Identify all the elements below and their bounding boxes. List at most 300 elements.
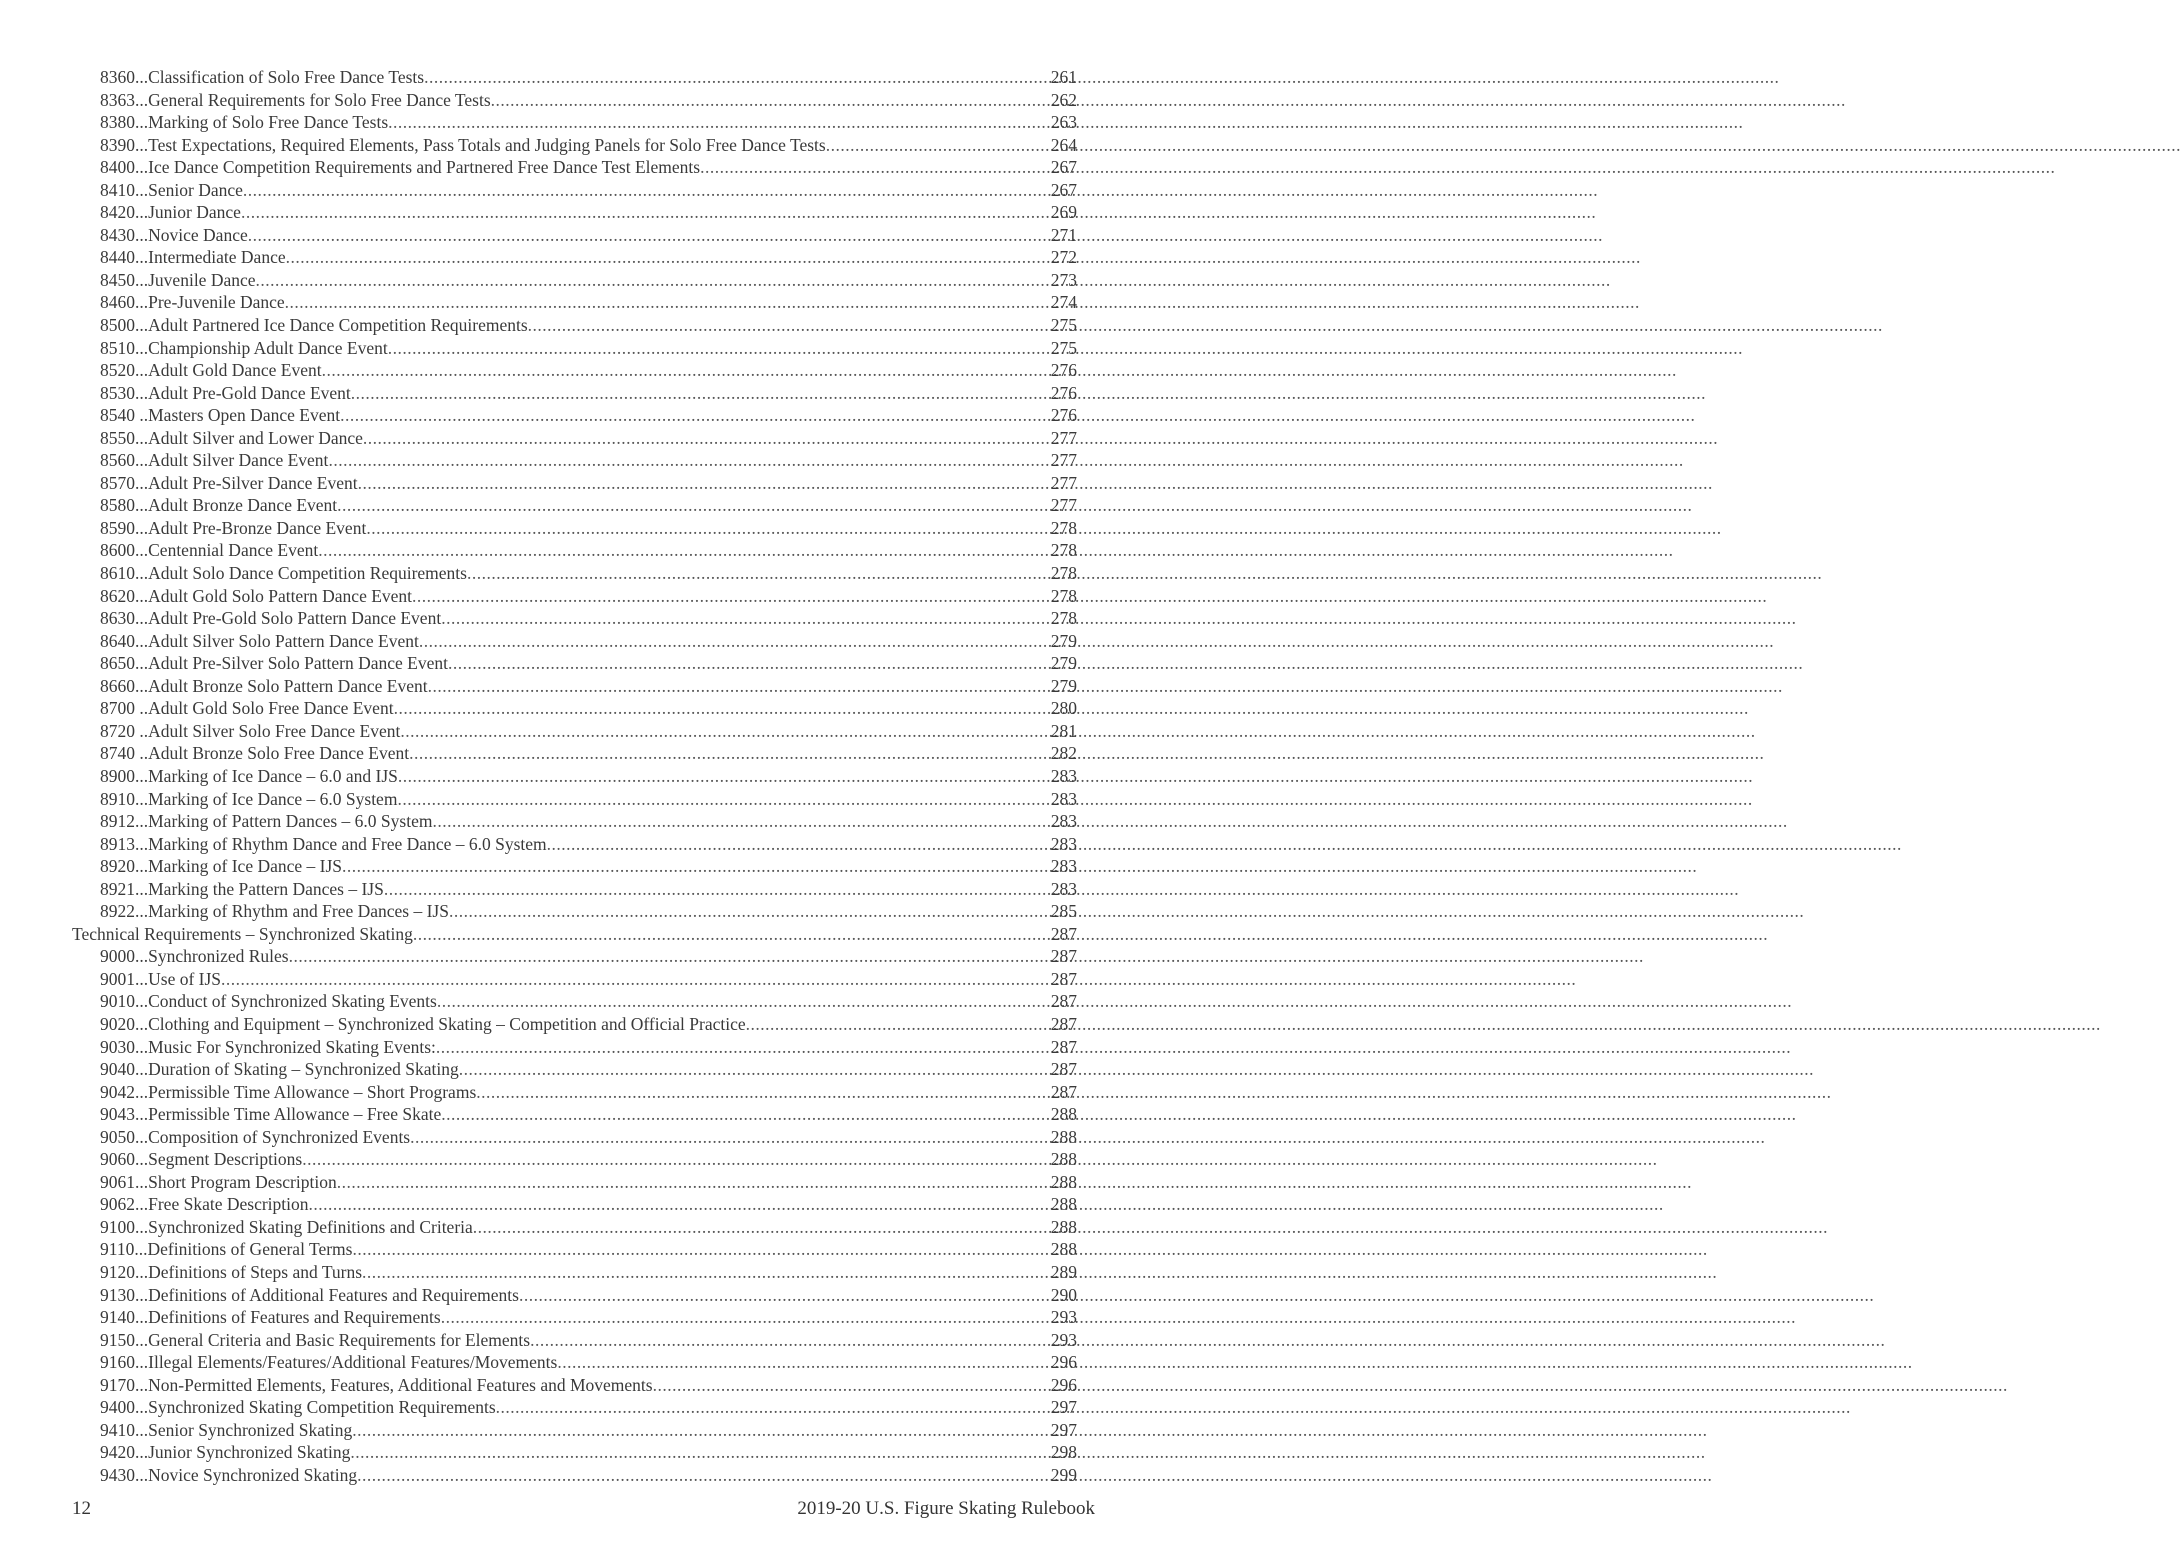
toc-entry-title: Centennial Dance Event — [148, 540, 319, 561]
toc-entry-title: Music For Synchronized Skating Events: — [148, 1036, 436, 1057]
toc-entry-title: Adult Partnered Ice Dance Competition Requirements — [148, 315, 528, 336]
toc-entry-number: 8550... — [100, 427, 149, 448]
toc-entry-number: 8720 .. — [100, 720, 149, 741]
toc-entry-page: 272 — [1050, 247, 1077, 268]
dot-leader — [557, 1351, 1050, 1374]
toc-entry-title: Definitions of Features and Requirements — [148, 1307, 441, 1328]
toc-entry-page: 278 — [1050, 585, 1077, 606]
toc-entry-page: 275 — [1050, 315, 1077, 336]
toc-entry-title: Illegal Elements/Features/Additional Features/Movements — [148, 1352, 558, 1373]
toc-entry-number: 8640... — [100, 630, 149, 651]
toc-entry[interactable] — [72, 156, 1077, 179]
toc-entry-title: Definitions of General Terms — [147, 1239, 353, 1260]
toc-entry-page: 262 — [1050, 89, 1077, 110]
toc-entry-number: 9100... — [100, 1216, 149, 1237]
toc-entry-number: 8660... — [100, 675, 149, 696]
toc-entry-title: Championship Adult Dance Event — [148, 337, 388, 358]
toc-entry[interactable] — [72, 314, 1077, 337]
dot-leader — [448, 652, 1051, 675]
toc-entry-number: 8650... — [100, 653, 149, 674]
toc-entry-number: 9010... — [100, 991, 149, 1012]
toc-entry[interactable] — [72, 1374, 1077, 1397]
toc-entry[interactable] — [72, 742, 1077, 765]
toc-entry-page: 283 — [1050, 833, 1077, 854]
toc-entry-title: Masters Open Dance Event — [148, 405, 341, 426]
dot-leader — [309, 1193, 1051, 1216]
toc-entry-page: 278 — [1050, 517, 1077, 538]
toc-entry[interactable] — [72, 697, 1077, 720]
toc-entry[interactable] — [72, 517, 1077, 540]
toc-entry-page: 273 — [1050, 269, 1077, 290]
toc-entry-title: Marking of Solo Free Dance Tests — [148, 112, 389, 133]
toc-entry-number: 8500... — [100, 315, 149, 336]
toc-entry-number: 8900... — [100, 765, 149, 786]
toc-entry-title: Adult Gold Dance Event — [148, 360, 322, 381]
toc-entry-title: Intermediate Dance — [148, 247, 286, 268]
toc-entry[interactable] — [72, 201, 1077, 224]
toc-entry[interactable] — [72, 382, 1077, 405]
toc-entry[interactable] — [72, 788, 1077, 811]
dot-leader — [519, 1284, 1051, 1307]
toc-entry[interactable] — [72, 1058, 1077, 1081]
dot-leader — [491, 89, 1051, 112]
toc-entry[interactable] — [72, 1396, 1077, 1419]
toc-entry-page: 275 — [1050, 337, 1077, 358]
toc-entry[interactable] — [72, 427, 1077, 450]
toc-entry-page: 274 — [1050, 292, 1077, 313]
toc-entry-page: 288 — [1050, 1194, 1077, 1215]
toc-entry[interactable] — [72, 134, 1077, 157]
toc-entry-title: Classification of Solo Free Dance Tests — [148, 67, 425, 87]
dot-leader — [328, 449, 1050, 472]
toc-entry-number: 9130... — [100, 1284, 149, 1305]
toc-entry-page: 278 — [1050, 540, 1077, 561]
dot-leader — [322, 359, 1051, 382]
toc-entry[interactable] — [72, 1306, 1077, 1329]
toc-entry-page: 293 — [1050, 1329, 1077, 1350]
dot-leader — [530, 1329, 1051, 1352]
toc-entry-page: 293 — [1050, 1307, 1077, 1328]
dot-leader — [285, 291, 1051, 314]
toc-entry-page: 279 — [1050, 630, 1077, 651]
toc-entry-page: 296 — [1050, 1352, 1077, 1373]
toc-entry-title: Marking of Pattern Dances – 6.0 System — [148, 811, 433, 832]
toc-entry-number: 8460... — [100, 292, 149, 313]
toc-entry[interactable] — [72, 675, 1077, 698]
footer-book-title: 2019-20 U.S. Figure Skating Rulebook — [797, 1498, 1095, 1519]
dot-leader — [410, 1126, 1051, 1149]
toc-entry-title: Synchronized Skating Competition Requirements — [148, 1397, 496, 1418]
toc-entry-number: 9000... — [100, 946, 149, 967]
toc-entry[interactable] — [72, 1284, 1077, 1307]
dot-leader — [384, 878, 1051, 901]
toc-entry[interactable] — [72, 652, 1077, 675]
toc-entry[interactable] — [72, 179, 1077, 202]
toc-entry[interactable] — [72, 765, 1077, 788]
toc-entry-number: 8560... — [100, 450, 149, 471]
toc-entry-number: 9043... — [100, 1104, 149, 1125]
toc-entry-page: 282 — [1050, 743, 1077, 764]
dot-leader — [700, 156, 1051, 179]
toc-entry-page: 277 — [1050, 450, 1077, 471]
toc-entry[interactable] — [72, 720, 1077, 743]
toc-entry-title: Ice Dance Competition Requirements and Partnered Free Dance Test Elements — [148, 157, 701, 178]
toc-entry[interactable] — [72, 1261, 1077, 1284]
toc-entry-title: Permissible Time Allowance – Short Programs — [148, 1081, 477, 1102]
toc-entry-page: 299 — [1050, 1464, 1077, 1485]
dot-leader — [302, 1148, 1051, 1171]
dot-leader — [547, 833, 1051, 856]
toc-entry-page: 297 — [1050, 1419, 1077, 1440]
toc-entry-title: General Criteria and Basic Requirements for Elements — [148, 1329, 531, 1350]
dot-leader — [746, 1013, 1051, 1036]
toc-entry-number: 9020... — [100, 1013, 149, 1034]
toc-entry-page: 279 — [1050, 653, 1077, 674]
dot-leader — [337, 1171, 1051, 1194]
toc-entry[interactable] — [72, 990, 1077, 1013]
toc-entry-title: Definitions of Steps and Turns — [148, 1261, 363, 1282]
toc-entry[interactable] — [72, 494, 1077, 517]
toc-entry[interactable] — [72, 291, 1077, 314]
toc-entry[interactable] — [72, 1216, 1077, 1239]
dot-leader — [363, 427, 1051, 450]
dot-leader — [436, 1036, 1051, 1059]
dot-leader — [496, 1396, 1051, 1419]
toc-entry-page: 287 — [1050, 946, 1077, 967]
dot-leader — [400, 720, 1050, 743]
toc-entry-page: 287 — [1050, 1036, 1077, 1057]
toc-entry[interactable] — [72, 1193, 1077, 1216]
toc-entry-number: 9062... — [100, 1194, 149, 1215]
dot-leader — [221, 968, 1051, 991]
toc-entry-page: 269 — [1050, 202, 1077, 223]
toc-entry-number: 8590... — [100, 517, 149, 538]
toc-entry-title: Pre-Juvenile Dance — [148, 292, 285, 313]
toc-entry-number: 8910... — [100, 788, 149, 809]
toc-entry-number: 9160... — [100, 1352, 149, 1373]
toc-entry-number: 8912... — [100, 811, 149, 832]
toc-entry[interactable] — [72, 1419, 1077, 1442]
dot-leader — [653, 1374, 1051, 1397]
dot-leader — [424, 66, 1051, 89]
toc-entry-page: 264 — [1050, 134, 1077, 155]
toc-entry[interactable] — [72, 855, 1077, 878]
toc-entry[interactable] — [72, 562, 1077, 585]
toc-entry-page: 263 — [1050, 112, 1077, 133]
toc-entry-title: Adult Gold Solo Free Dance Event — [148, 698, 394, 719]
dot-leader — [432, 810, 1050, 833]
dot-leader — [397, 788, 1050, 811]
toc-entry-number: 9040... — [100, 1059, 149, 1080]
dot-leader — [419, 630, 1051, 653]
toc-entry[interactable] — [72, 359, 1077, 382]
toc-entry-title: Senior Dance — [148, 179, 243, 200]
toc-entry-title: Marking of Ice Dance – 6.0 System — [148, 788, 398, 809]
toc-entry-page: 287 — [1050, 923, 1077, 944]
toc-entry-page: 288 — [1050, 1126, 1077, 1147]
toc-entry-number: 9030... — [100, 1036, 149, 1057]
toc-entry-number: 8620... — [100, 585, 149, 606]
toc-entry-page: 267 — [1050, 179, 1077, 200]
dot-leader — [286, 246, 1051, 269]
toc-entry-page: 279 — [1050, 675, 1077, 696]
toc-entry[interactable] — [72, 246, 1077, 269]
toc-entry-number: 8450... — [100, 269, 149, 290]
toc-entry-page: 288 — [1050, 1149, 1077, 1170]
toc-entry-number: 8520... — [100, 360, 149, 381]
toc-entry-title: Novice Dance — [148, 224, 248, 245]
toc-entry-title: Novice Synchronized Skating — [148, 1464, 358, 1485]
dot-leader — [428, 675, 1051, 698]
dot-leader — [413, 923, 1051, 946]
dot-leader — [459, 1058, 1051, 1081]
toc-entry[interactable] — [72, 1126, 1077, 1149]
toc-entry-title: Senior Synchronized Skating — [148, 1419, 353, 1440]
toc-entry[interactable] — [72, 1238, 1077, 1261]
toc-entry[interactable] — [72, 404, 1077, 427]
toc-entry-page: 283 — [1050, 856, 1077, 877]
toc-entry-title: Clothing and Equipment – Synchronized Skating – Competition and Official Practice — [148, 1013, 746, 1034]
toc-entry-number: 8630... — [100, 608, 149, 629]
toc-entry-number: 9430... — [100, 1464, 149, 1485]
toc-entry-page: 283 — [1050, 811, 1077, 832]
dot-leader — [467, 562, 1051, 585]
dot-leader — [437, 990, 1051, 1013]
toc-entry-title: Adult Solo Dance Competition Requirements — [148, 563, 467, 584]
dot-leader — [352, 1238, 1050, 1261]
toc-entry-number: 9120... — [100, 1261, 149, 1282]
toc-entry[interactable] — [72, 1329, 1077, 1352]
dot-leader — [528, 314, 1051, 337]
toc-entry-page: 276 — [1050, 405, 1077, 426]
toc-entry-title: Definitions of Additional Features and Requirements — [148, 1284, 519, 1305]
toc-entry-number: 8610... — [100, 563, 149, 584]
toc-entry-title: Composition of Synchronized Events — [148, 1126, 411, 1147]
toc-entry-number: 8530... — [100, 382, 149, 403]
toc-entry[interactable] — [72, 1013, 1077, 1036]
toc-entry[interactable] — [72, 1464, 1077, 1487]
page-footer — [72, 1498, 1095, 1520]
dot-leader — [388, 111, 1051, 134]
toc-entry-number: 8921... — [100, 878, 149, 899]
toc-entry-page: 277 — [1050, 472, 1077, 493]
dot-leader — [318, 539, 1051, 562]
toc-entry[interactable] — [72, 1351, 1077, 1374]
toc-entry[interactable] — [72, 269, 1077, 292]
toc-entry-title: Marking the Pattern Dances – IJS — [148, 878, 384, 899]
dot-leader — [449, 900, 1051, 923]
toc-entry-number: 8430... — [100, 224, 149, 245]
toc-entry[interactable] — [72, 1148, 1077, 1171]
toc-entry[interactable] — [72, 968, 1077, 991]
toc-entry[interactable] — [72, 607, 1077, 630]
toc-entry[interactable] — [72, 585, 1077, 608]
toc-entry-number: 9400... — [100, 1397, 149, 1418]
dot-leader — [394, 697, 1051, 720]
toc-entry-number: 9042... — [100, 1081, 149, 1102]
dot-leader — [342, 855, 1051, 878]
table-of-contents — [72, 66, 1077, 1486]
toc-entry-title: Adult Bronze Dance Event — [148, 495, 338, 516]
toc-entry[interactable] — [72, 449, 1077, 472]
toc-entry-title: Adult Silver Dance Event — [148, 450, 329, 471]
dot-leader — [388, 337, 1051, 360]
toc-entry-number: 8740 .. — [100, 743, 149, 764]
toc-entry-title: Test Expectations, Required Elements, Pass Totals and Judging Panels for Solo Free Dance Tests — [148, 134, 826, 155]
toc-entry-page: 276 — [1050, 382, 1077, 403]
toc-entry-title: Adult Pre-Gold Dance Event — [148, 382, 351, 403]
toc-entry-page: 288 — [1050, 1239, 1077, 1260]
toc-entry-title: General Requirements for Solo Free Dance Tests — [148, 89, 491, 110]
toc-entry[interactable] — [72, 111, 1077, 134]
toc-entry[interactable] — [72, 1441, 1077, 1464]
toc-entry-number: 8920... — [100, 856, 149, 877]
toc-entry-title: Adult Pre-Gold Solo Pattern Dance Event — [148, 608, 442, 629]
dot-leader — [476, 1081, 1051, 1104]
toc-entry-page: 297 — [1050, 1397, 1077, 1418]
toc-entry-title: Adult Gold Solo Pattern Dance Event — [148, 585, 413, 606]
toc-entry[interactable] — [72, 472, 1077, 495]
toc-entry-number: 8410... — [100, 179, 149, 200]
toc-entry[interactable] — [72, 1036, 1077, 1059]
dot-leader — [441, 1103, 1051, 1126]
toc-entry-page: 296 — [1050, 1374, 1077, 1395]
toc-entry-page: 271 — [1050, 224, 1077, 245]
toc-entry-title: Conduct of Synchronized Skating Events — [148, 991, 437, 1012]
toc-entry-number: 8380... — [100, 112, 149, 133]
toc-entry[interactable] — [72, 337, 1077, 360]
toc-entry-number: 8360... — [100, 67, 149, 87]
footer-page-number: 12 — [72, 1498, 91, 1519]
dot-leader — [473, 1216, 1051, 1239]
dot-leader — [412, 585, 1051, 608]
toc-entry-number: 8570... — [100, 472, 149, 493]
toc-entry-title: Permissible Time Allowance – Free Skate — [148, 1104, 442, 1125]
toc-entry[interactable] — [72, 945, 1077, 968]
dot-leader — [351, 382, 1051, 405]
toc-entry[interactable] — [72, 66, 1077, 89]
toc-entry-number: 9140... — [100, 1307, 149, 1328]
toc-entry-title: Adult Silver and Lower Dance — [148, 427, 363, 448]
toc-entry-page: 287 — [1050, 991, 1077, 1012]
toc-entry-title: Segment Descriptions — [148, 1149, 303, 1170]
toc-entry-page: 298 — [1050, 1442, 1077, 1463]
toc-entry-number: 8400... — [100, 157, 149, 178]
toc-entry-page: 289 — [1050, 1261, 1077, 1282]
toc-entry-title: Technical Requirements – Synchronized Skating — [72, 923, 413, 944]
dot-leader — [362, 1261, 1051, 1284]
toc-entry-page: 288 — [1050, 1104, 1077, 1125]
toc-entry-number: 9150... — [100, 1329, 149, 1350]
toc-entry[interactable] — [72, 89, 1077, 112]
dot-leader — [409, 742, 1051, 765]
toc-entry-page: 287 — [1050, 968, 1077, 989]
toc-entry-number: 8700 .. — [100, 698, 149, 719]
toc-entry-title: Marking of Rhythm and Free Dances – IJS — [148, 901, 449, 922]
toc-entry-title: Marking of Ice Dance – IJS — [148, 856, 343, 877]
toc-entry-number: 9420... — [100, 1442, 149, 1463]
toc-entry-title: Marking of Rhythm Dance and Free Dance – 6.0 System — [148, 833, 547, 854]
toc-entry-page: 288 — [1050, 1216, 1077, 1237]
toc-entry[interactable] — [72, 900, 1077, 923]
toc-entry-title: Junior Synchronized Skating — [148, 1442, 351, 1463]
toc-entry-title: Juvenile Dance — [148, 269, 256, 290]
dot-leader — [243, 179, 1051, 202]
toc-entry-number: 8440... — [100, 247, 149, 268]
toc-entry-number: 9410... — [100, 1419, 149, 1440]
toc-entry-number: 9170... — [100, 1374, 149, 1395]
toc-entry-page: 278 — [1050, 608, 1077, 629]
toc-entry-title: Short Program Description — [148, 1171, 337, 1192]
toc-entry[interactable] — [72, 224, 1077, 247]
dot-leader — [241, 201, 1051, 224]
dot-leader — [398, 765, 1051, 788]
toc-entry[interactable] — [72, 810, 1077, 833]
toc-entry-number: 9001... — [100, 968, 149, 989]
toc-entry[interactable] — [72, 1103, 1077, 1126]
toc-entry[interactable] — [72, 1171, 1077, 1194]
dot-leader — [256, 269, 1051, 292]
toc-entry-page: 280 — [1050, 698, 1077, 719]
toc-entry[interactable] — [72, 833, 1077, 856]
toc-entry-title: Duration of Skating – Synchronized Skating — [148, 1059, 459, 1080]
toc-entry[interactable] — [72, 539, 1077, 562]
toc-entry-number: 8510... — [100, 337, 149, 358]
toc-entry-page: 283 — [1050, 878, 1077, 899]
toc-entry-title: Adult Pre-Silver Dance Event — [148, 472, 358, 493]
toc-entry-page: 261 — [1050, 67, 1077, 87]
toc-entry-title: Adult Pre-Bronze Dance Event — [148, 517, 367, 538]
toc-entry[interactable] — [72, 1081, 1077, 1104]
toc-entry-title: Adult Silver Solo Pattern Dance Event — [148, 630, 419, 651]
toc-entry-page: 290 — [1050, 1284, 1077, 1305]
toc-entry[interactable] — [72, 878, 1077, 901]
toc-entry-number: 9050... — [100, 1126, 149, 1147]
toc-entry-number: 8922... — [100, 901, 149, 922]
dot-leader — [350, 1441, 1050, 1464]
toc-entry-title: Free Skate Description — [148, 1194, 309, 1215]
toc-entry[interactable] — [72, 630, 1077, 653]
dot-leader — [357, 1464, 1051, 1487]
toc-entry-page: 287 — [1050, 1059, 1077, 1080]
dot-leader — [248, 224, 1051, 247]
toc-entry-page: 267 — [1050, 157, 1077, 178]
toc-entry-number: 9060... — [100, 1149, 149, 1170]
toc-entry[interactable] — [72, 923, 1077, 946]
toc-entry-title: Non-Permitted Elements, Features, Additional Features and Movements — [148, 1374, 653, 1395]
dot-leader — [289, 945, 1051, 968]
toc-entry-number: 8363... — [100, 89, 149, 110]
dot-leader — [337, 494, 1051, 517]
dot-leader — [352, 1419, 1050, 1442]
toc-entry-title: Marking of Ice Dance – 6.0 and IJS — [148, 765, 398, 786]
toc-entry-title: Junior Dance — [148, 202, 241, 223]
dot-leader — [826, 134, 1051, 157]
toc-entry-title: Synchronized Rules — [148, 946, 289, 967]
toc-entry-number: 8390... — [100, 134, 149, 155]
toc-entry-title: Synchronized Skating Definitions and Criteria — [148, 1216, 473, 1237]
toc-entry-page: 285 — [1050, 901, 1077, 922]
toc-entry-page: 277 — [1050, 427, 1077, 448]
toc-entry-number: 9110... — [100, 1239, 148, 1260]
dot-leader — [441, 1306, 1051, 1329]
toc-entry-page: 283 — [1050, 765, 1077, 786]
toc-entry-number: 8580... — [100, 495, 149, 516]
toc-entry-page: 287 — [1050, 1081, 1077, 1102]
dot-leader — [366, 517, 1050, 540]
toc-entry-page: 287 — [1050, 1013, 1077, 1034]
toc-entry-number: 8540 .. — [100, 405, 149, 426]
